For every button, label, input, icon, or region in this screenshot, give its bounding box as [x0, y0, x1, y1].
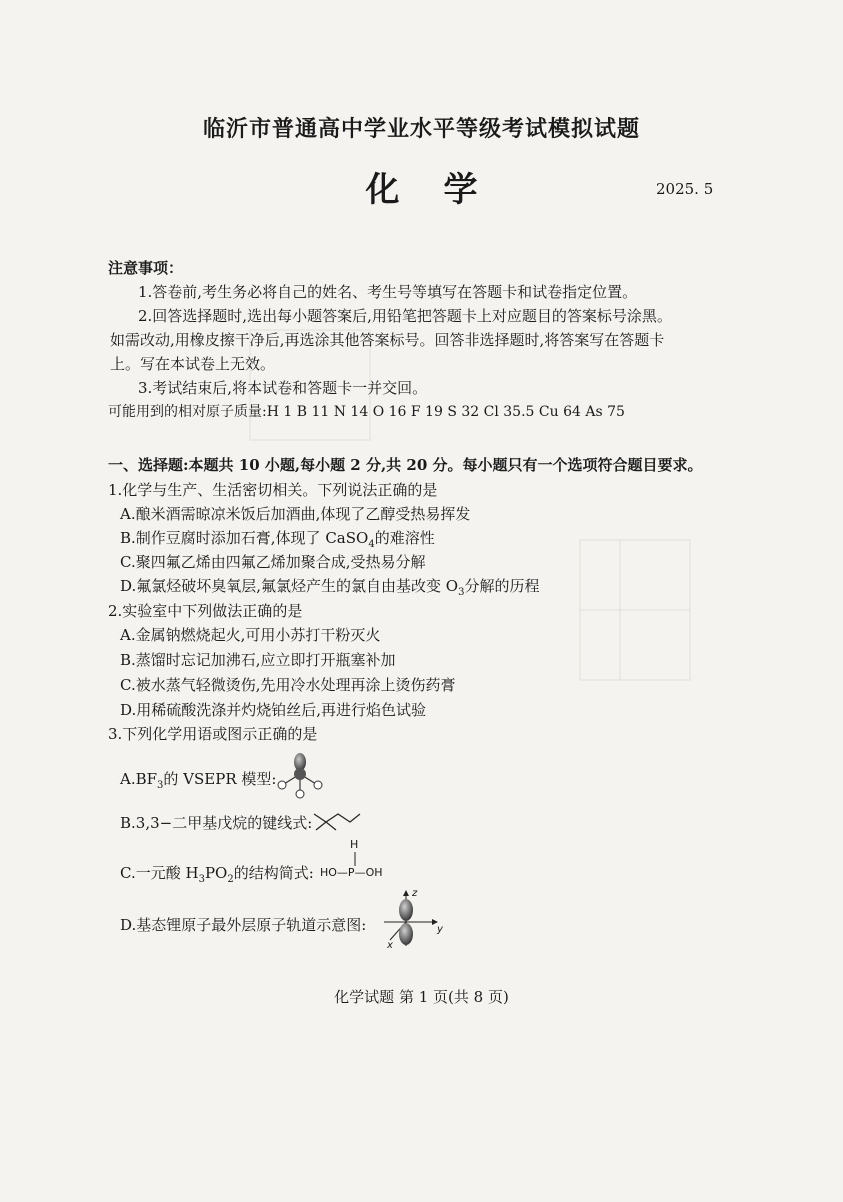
question-3-option-a: $A.BF_3$的 VSEPR 模型: [120, 770, 277, 791]
notice-item-2-line-2: 如需改动,用橡皮擦干净后,再选涂其他答案标号。回答非选择题时,将答案写在答题卡 [110, 331, 665, 349]
subject-title: 化学 [365, 170, 522, 210]
bf3-vsepr-model-image [270, 752, 332, 800]
question-3-option-b: B.3,3−二甲基戊烷的键线式: [120, 814, 313, 832]
exam-title: 临沂市普通高中学业水平等级考试模拟试题 [202, 116, 640, 142]
section-1-heading: 一、选择题:本题共 10 小题,每小题 2 分,共 20 分。每小题只有一个选项符合题目要求。 [108, 456, 703, 474]
notice-item-1: 1.答卷前,考生务必将自己的姓名、考生号等填写在答题卡和试卷指定位置。 [138, 283, 638, 301]
h3po2-structure-bond [353, 852, 357, 866]
notice-item-3: 3.考试结束后,将本试卷和答题卡一并交回。 [138, 379, 428, 397]
question-3-option-c: C.一元酸 $H_3PO_2$的结构简式: [120, 864, 314, 885]
notice-item-2-line-3: 上。写在本试卷上无效。 [110, 355, 276, 373]
h3po2-structure-h: H [350, 838, 359, 851]
dimethylpentane-skeletal-formula [312, 810, 362, 832]
atomic-masses: 可能用到的相对原子质量:H 1 B 11 N 14 O 16 F 19 S 32 Cl 35.5 Cu 64 As 75 [108, 404, 625, 420]
question-3-option-d: D.基态锂原子最外层原子轨道示意图: [120, 916, 367, 934]
question-1-option-a: A.酿米酒需晾凉米饭后加酒曲,体现了乙醇受热易挥发 [120, 505, 471, 523]
notice-item-2-line-1: 2.回答选择题时,选出每小题答案后,用铅笔把答题卡上对应题目的答案标号涂黑。 [138, 307, 672, 325]
question-1-option-d: D.氟氯烃破坏臭氧层,氟氯烃产生的氯自由基改变 $O_3$分解的历程 [120, 577, 540, 598]
page-footer: 化学试题 第 1 页(共 8 页) [334, 988, 509, 1006]
question-2-option-d: D.用稀硫酸洗涤并灼烧铂丝后,再进行焰色试验 [120, 701, 427, 719]
axis-z-label: z [412, 888, 418, 899]
question-1-option-c: C.聚四氟乙烯由四氟乙烯加聚合成,受热易分解 [120, 553, 426, 571]
axis-y-label: y [437, 924, 443, 935]
notice-heading: 注意事项： [108, 259, 184, 277]
question-2-option-a: A.金属钠燃烧起火,可用小苏打干粉灭火 [120, 626, 381, 644]
question-1-option-b: B.制作豆腐时添加石膏,体现了 CaSO$_4$的难溶性 [120, 529, 435, 550]
question-2-stem: 2.实验室中下列做法正确的是 [108, 602, 303, 620]
question-1-stem: 1.化学与生产、生活密切相关。下列说法正确的是 [108, 481, 438, 499]
question-3-stem: 3.下列化学用语或图示正确的是 [108, 725, 318, 743]
axis-x-label: x [387, 940, 393, 951]
exam-date: 2025. 5 [656, 180, 714, 198]
question-2-option-c: C.被水蒸气轻微烫伤,先用冷水处理再涂上烫伤药膏 [120, 676, 456, 694]
question-2-option-b: B.蒸馏时忘记加沸石,应立即打开瓶塞补加 [120, 651, 396, 669]
h3po2-structure-body: HO—P—OH [320, 866, 383, 879]
